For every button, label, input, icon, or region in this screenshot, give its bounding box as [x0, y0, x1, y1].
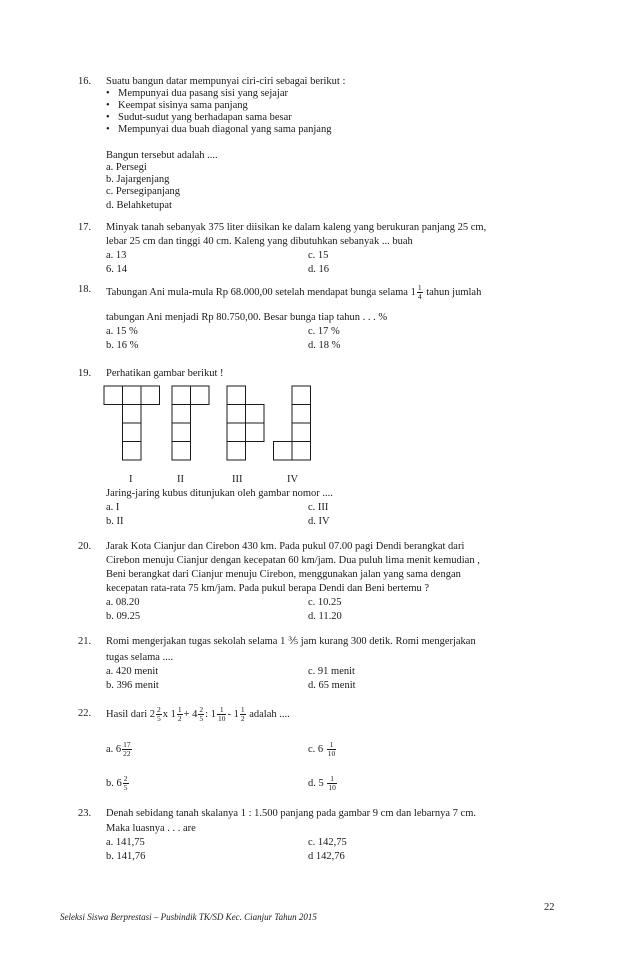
question-text: Denah sebidang tanah skalanya 1 : 1.500 panjang pada gambar 9 cm dan lebarnya 7 cm. — [106, 808, 476, 819]
fraction-denominator: 2 — [240, 714, 245, 724]
question-text: Jarak Kota Cianjur dan Cirebon 430 km. Pada pukul 07.00 pagi Dendi berangkat dari — [106, 541, 465, 552]
cube-net-1 — [104, 386, 160, 460]
option-d[interactable] — [308, 774, 338, 794]
question-prompt: Bangun tersebut adalah .... — [106, 150, 218, 161]
fraction-numerator: 1 — [327, 775, 337, 784]
expression-suffix: adalah .... — [249, 709, 290, 720]
option-label: c. 6 — [308, 744, 324, 755]
bullet-item: • Mempunyai dua buah diagonal yang sama panjang — [106, 124, 564, 136]
option-b[interactable]: b. 16 % — [106, 340, 139, 351]
option-c[interactable]: c. 10.25 — [308, 597, 342, 608]
option-a[interactable]: a. 13 — [106, 250, 127, 261]
question-text: Romi mengerjakan tugas sekolah selama 1 ⅗ jam kurang 300 detik. Romi mengerjakan — [106, 636, 476, 647]
fraction-denominator: 5 — [199, 714, 204, 724]
option-label: a. 6 — [106, 744, 122, 755]
question-expression: Hasil dari 2 $\frac{2}{5}$ x 1 $\frac{1}{2}$ + 4 $\frac{2}{5}$ : 1 $\frac{1}{10}$ - 1 $\frac{1}{2}$ adalah .... — [106, 705, 290, 724]
option-b[interactable] — [106, 774, 130, 794]
question-text: Maka luasnya . . . are — [106, 823, 196, 834]
question-text: Beni berangkat dari Cianjur menuju Cirebon, menggunakan jalan yang sama dengan — [106, 569, 461, 580]
fraction-numerator: 1 — [217, 706, 227, 715]
option-a[interactable]: a. 420 menit — [106, 666, 159, 677]
question-number: 17. — [78, 222, 92, 233]
fraction — [122, 741, 132, 758]
net-label: I — [129, 474, 133, 485]
net-label: II — [177, 474, 184, 485]
cube-net-4 — [274, 386, 311, 460]
option-a[interactable] — [106, 740, 133, 760]
option-d[interactable]: d. 16 — [308, 264, 329, 275]
option-a[interactable]: a. Persegi — [106, 162, 147, 173]
question-text: tugas selama .... — [106, 652, 174, 663]
fraction-numerator: 17 — [123, 740, 131, 750]
option-c[interactable]: c. 17 % — [308, 326, 340, 337]
bullet-item: • Mempunyai dua pasang sisi yang sejajar — [106, 88, 564, 100]
question-number: 21. — [78, 636, 92, 647]
option-b[interactable]: b. II — [106, 516, 124, 527]
option-d[interactable]: d. IV — [308, 516, 330, 527]
fraction-numerator: 1 — [240, 705, 245, 715]
fraction — [417, 284, 423, 301]
bullet-item: • Keempat sisinya sama panjang — [106, 100, 564, 112]
fraction — [327, 775, 337, 792]
question-number: 23. — [78, 808, 92, 819]
fraction-numerator: 2 — [199, 705, 204, 715]
fraction-denominator: 10 — [217, 714, 226, 724]
fraction-denominator: 5 — [123, 783, 128, 793]
page-footer: Seleksi Siswa Berprestasi – Pusbindik TK/SD Kec. Cianjur Tahun 2015 — [60, 912, 317, 922]
question-prompt: Jaring-jaring kubus ditunjukan oleh gambar nomor .... — [106, 488, 333, 499]
option-a[interactable]: a. 141,75 — [106, 837, 145, 848]
option-a[interactable]: a. 15 % — [106, 326, 138, 337]
fraction-numerator: 2 — [157, 705, 161, 715]
option-d[interactable]: d 142,76 — [308, 851, 345, 862]
question-text: kecepatan rata-rata 75 km/jam. Pada pukul berapa Dendi dan Beni bertemu ? — [106, 583, 430, 594]
option-b[interactable]: b. 396 menit — [106, 680, 159, 691]
option-a[interactable]: a. I — [106, 502, 120, 513]
fraction-denominator: 2 — [177, 714, 182, 724]
question-number: 18. — [78, 284, 92, 295]
option-d[interactable]: d. 11.20 — [308, 611, 342, 622]
option-c[interactable]: c. III — [308, 502, 329, 513]
fraction-denominator: 4 — [417, 292, 422, 302]
net-label: IV — [287, 474, 299, 485]
option-d[interactable]: d. Belahketupat — [106, 200, 172, 211]
fraction-numerator: 1 — [177, 705, 182, 715]
fraction-denominator: 10 — [328, 783, 336, 793]
option-c[interactable] — [308, 740, 337, 760]
question-text: tabungan Ani menjadi Rp 80.750,00. Besar bunga tiap tahun . . . % — [106, 312, 388, 323]
fraction-numerator: 2 — [123, 774, 128, 784]
fraction-numerator: 1 — [327, 741, 337, 750]
net-label: III — [232, 474, 243, 485]
question-text: Minyak tanah sebanyak 375 liter diisikan ke dalam kaleng yang berukuran panjang 25 cm, — [106, 222, 487, 233]
option-c[interactable]: c. Persegipanjang — [106, 186, 181, 197]
fraction-denominator: 10 — [327, 749, 336, 759]
question-text: Perhatikan gambar berikut ! — [106, 368, 224, 379]
question-text-part: tahun jumlah — [426, 287, 482, 298]
cube-net-3 — [227, 386, 264, 460]
fraction-numerator: 1 — [417, 283, 422, 293]
option-b[interactable]: b. 09.25 — [106, 611, 141, 622]
option-c[interactable]: c. 15 — [308, 250, 329, 261]
option-label: d. 5 — [308, 778, 324, 789]
fraction — [123, 775, 129, 792]
fraction — [198, 706, 204, 723]
question-number: 19. — [78, 368, 92, 379]
question-text-part: Tabungan Ani mula-mula Rp 68.000,00 setelah mendapat bunga selama 1 — [106, 287, 416, 298]
question-text: Cirebon menuju Cianjur dengan kecepatan 60 km/jam. Dua puluh lima menit kemudian , — [106, 555, 480, 566]
question-number: 22. — [78, 708, 92, 719]
cube-net-2 — [172, 386, 209, 460]
option-a[interactable]: a. 08.20 — [106, 597, 140, 608]
fraction — [217, 706, 227, 723]
cube-nets-figure — [0, 384, 638, 484]
page-number: 22 — [544, 902, 555, 913]
option-b[interactable]: b. Jajargenjang — [106, 174, 170, 185]
question-text: lebar 25 cm dan tinggi 40 cm. Kaleng yang dibutuhkan sebanyak ... buah — [106, 236, 413, 247]
option-d[interactable]: d. 18 % — [308, 340, 341, 351]
fraction — [156, 706, 162, 723]
question-number: 16. — [78, 76, 92, 87]
fraction — [327, 741, 337, 758]
option-label: b. 6 — [106, 778, 122, 789]
fraction — [177, 706, 183, 723]
question-text: Suatu bangun datar mempunyai ciri-ciri sebagai berikut : — [106, 76, 346, 87]
question-text — [106, 284, 564, 302]
bullet-item: • Sudut-sudut yang berhadapan sama besar — [106, 112, 564, 124]
option-b[interactable]: b. 141,76 — [106, 851, 146, 862]
fraction-denominator: 22 — [123, 749, 131, 759]
option-b[interactable]: 6. 14 — [106, 264, 127, 275]
expression-prefix: Hasil dari 2 — [106, 709, 155, 720]
option-c[interactable]: c. 91 menit — [308, 666, 355, 677]
fraction — [240, 706, 246, 723]
option-c[interactable]: c. 142,75 — [308, 837, 347, 848]
fraction-denominator: 5 — [157, 714, 161, 724]
question-number: 20. — [78, 541, 92, 552]
option-d[interactable]: d. 65 menit — [308, 680, 356, 691]
